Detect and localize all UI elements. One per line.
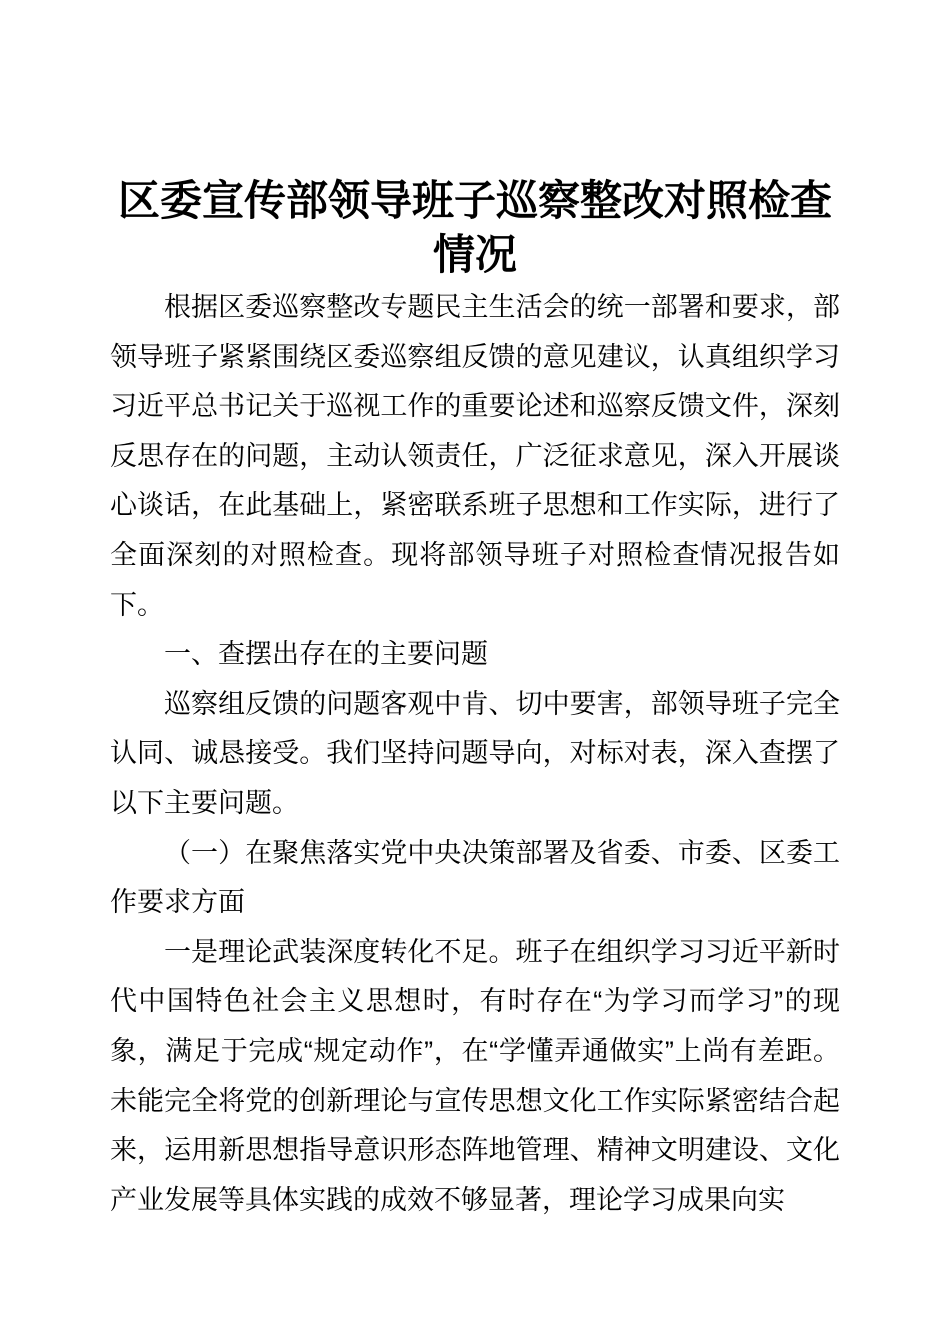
paragraph-intro: 根据区委巡察整改专题民主生活会的统一部署和要求，部领导班子紧紧围绕区委巡察组反馈的意见建议，认真组织学习习近平总书记关于巡视工作的重要论述和巡察反馈文件，深刻反思存在的问题，主动认领责任，广泛征求意见，深入开展谈心谈话，在此基础上，紧密联系班子思想和工作实际，进行了全面深刻的对照检查。现将部领导班子对照检查情况报告如下。	[110, 292, 840, 620]
document-content	[110, 0, 840, 1225]
paragraph-issue-theory-learning: 一是理论武装深度转化不足。班子在组织学习习近平新时代中国特色社会主义思想时，有时存在“为学习而学习”的现象，满足于完成“规定动作”，在“学懂弄通做实”上尚有差距。未能完全将党的创新理论与宣传思想文化工作实际紧密结合起来，运用新思想指导意识形态阵地管理、精神文明建设、文化产业发展等具体实践的成效不够显著，理论学习成果向实	[110, 936, 840, 1215]
document-title: 区委宣传部领导班子巡察整改对照检查情况	[117, 179, 832, 279]
subsection-heading-central-decisions: （一）在聚焦落实党中央决策部署及省委、市委、区委工作要求方面	[110, 837, 840, 918]
section-heading-main-problems: 一、查摆出存在的主要问题	[164, 639, 488, 670]
paragraph-problems-overview: 巡察组反馈的问题客观中肯、切中要害，部领导班子完全认同、诚恳接受。我们坚持问题导向，对标对表，深入查摆了以下主要问题。	[110, 688, 840, 818]
